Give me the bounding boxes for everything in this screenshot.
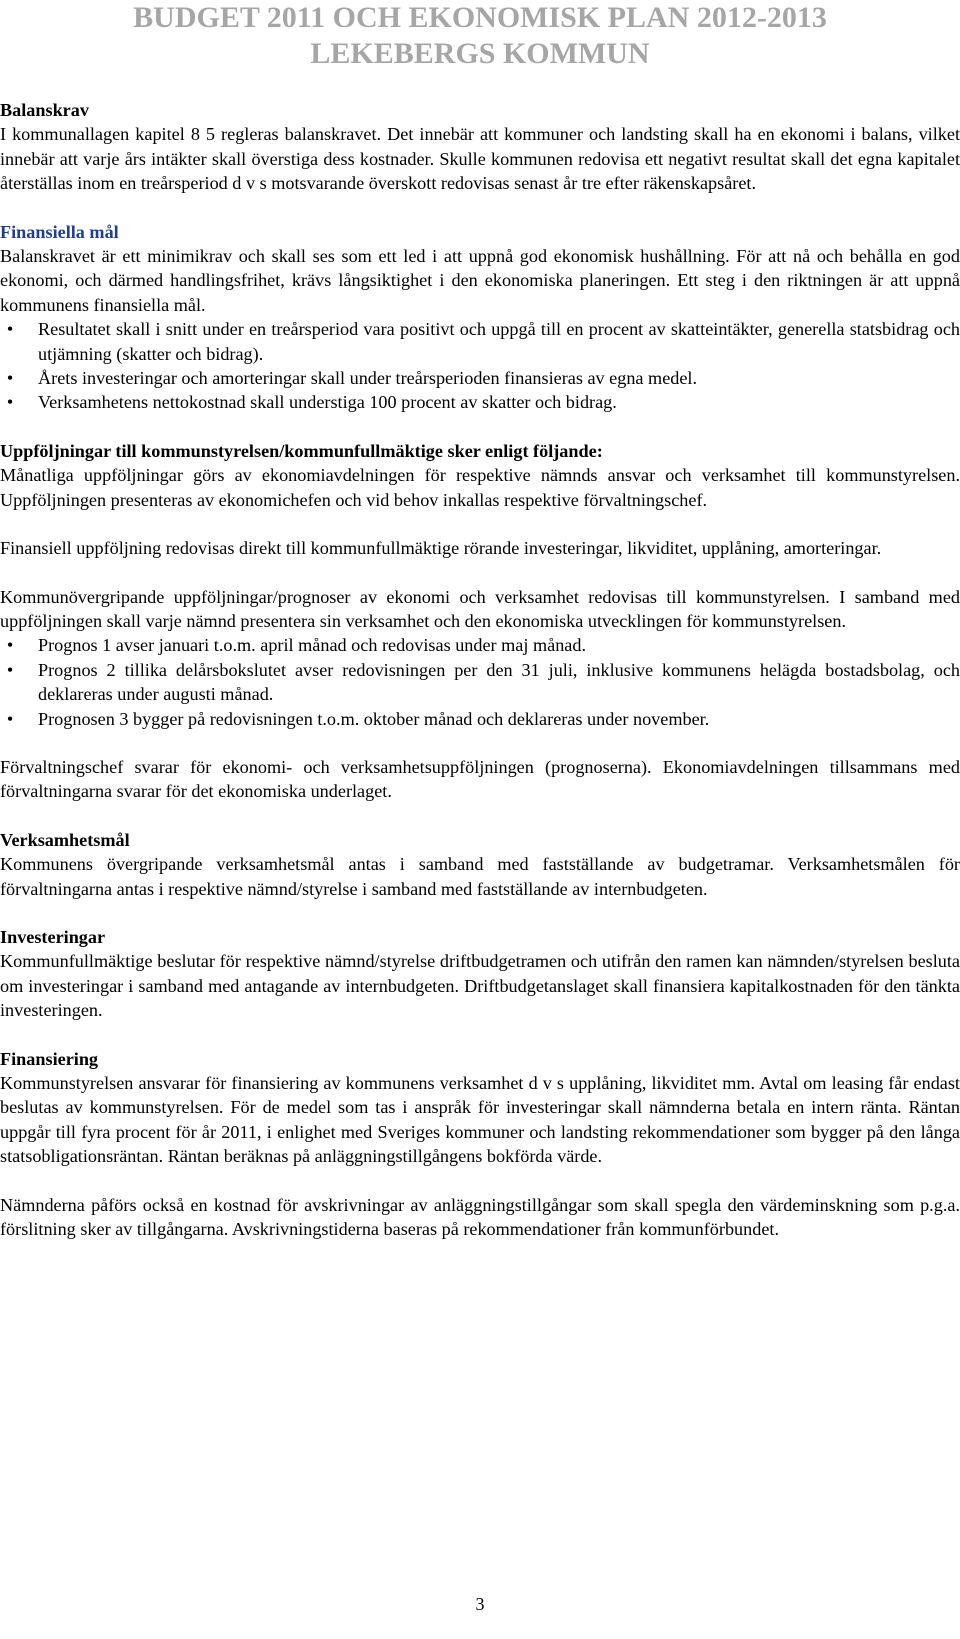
document-body [0,98,960,1241]
list-item: • Prognos 1 avser januari t.o.m. april månad och redovisas under maj månad. [0,633,960,657]
header-title-line-2: LEKEBERGS KOMMUN [310,37,650,70]
bullet-icon: • [6,392,14,413]
section-investeringar [0,925,960,1023]
paragraph-investeringar: Kommunfullmäktige beslutar för respektive nämnd/styrelse driftbudgetramen och utifrån den ramen kan nämnden/styrelsen besluta om investeringar i samband med antagande av internbudgeten. Driftbudgetanslaget skall finansiera kapitalkostnaden för den tänkta investeringen. [0,951,960,1021]
bullet-icon: • [6,708,14,729]
bullet-icon: • [6,659,14,680]
paragraph-verksamhetsmal: Kommunens övergripande verksamhetsmål antas i samband med fastställande av budgetramar. Verksamhetsmålen för förvaltningarna antas i respektive nämnd/styrelse i samband med fastställande av internbudgeten. [0,854,960,899]
paragraph-uppfoljningar-3: Kommunövergripande uppföljningar/prognoser av ekonomi och verksamhet redovisas till kommunstyrelsen. I samband med uppföljningen skall varje nämnd presentera sin verksamhet och den ekonomiska utvecklingen för kommunstyrelsen. [0,586,960,631]
list-item: • Prognos 2 tillika delårsbokslutet avser redovisningen per den 31 juli, inklusive kommunens helägda bostadsbolag, och deklareras under augusti månad. [0,658,960,707]
paragraph-uppfoljningar-1: Månatliga uppföljningar görs av ekonomiavdelningen för respektive nämnds ansvar och verksamhet till kommunstyrelsen. Uppföljningen presenteras av ekonomichefen och vid behov inkallas respektive förvaltningschef. [0,465,960,510]
list-item: • Prognosen 3 bygger på redovisningen t.o.m. oktober månad och deklareras under november. [0,707,960,731]
bullet-list-prognoser [0,633,960,731]
section-finansiella-mal [0,220,960,415]
section-verksamhetsmal [0,828,960,901]
page-number: 3 [475,1594,485,1614]
heading-verksamhetsmal: Verksamhetsmål [0,829,130,850]
heading-uppfoljningar: Uppföljningar till kommunstyrelsen/kommunfullmäktige sker enligt följande: [0,440,603,461]
section-balanskrav [0,98,960,196]
header-title-line-1: BUDGET 2011 OCH EKONOMISK PLAN 2012-2013 [133,1,827,34]
paragraph-finansiering-1: Kommunstyrelsen ansvarar för finansiering av kommunens verksamhet d v s upplåning, likviditet mm. Avtal om leasing får endast beslutas av kommunstyrelsen. För de medel som tas i anspråk för investeringar skall nämnderna betala en intern ränta. Räntan uppgår till fyra procent för år 2011, i enlighet med Sveriges kommuner och landsting rekommendationer som bygger på den långa statsobligationsräntan. Räntan beräknas på anläggningstillgångens bokförda värde. [0,1073,960,1167]
paragraph-uppfoljningar-2: Finansiell uppföljning redovisas direkt till kommunfullmäktige rörande investeringar, likviditet, upplåning, amorteringar. [0,538,882,559]
paragraph-finansiering-2: Nämnderna påförs också en kostnad för avskrivningar av anläggningstillgångar som skall spegla den värdeminskning som p.g.a. förslitning sker av tillgångarna. Avskrivningstiderna baseras på rekommendationer från kommunförbundet. [0,1194,960,1240]
paragraph-finansiella-mal: Balanskravet är ett minimikrav och skall ses som ett led i att uppnå god ekonomisk hushållning. För att nå och behålla en god ekonomi, och därmed handlingsfrihet, krävs långsiktighet i den ekonomiska planeringen. Ett steg i den riktningen är att uppnå kommunens finansiella mål. [0,246,960,315]
paragraph-balanskrav: I kommunallagen kapitel 8 5 regleras balanskravet. Det innebär att kommuner och landsting skall ha en ekonomi i balans, vilket innebär att varje års intäkter skall överstiga dess kostnader. Skulle kommunen redovisa ett negativt resultat skall det egna kapitalet återställas inom en treårsperiod d v s motsvarande överskott redovisas senast år tre efter räkenskapsåret. [0,124,960,194]
list-item: • Årets investeringar och amorteringar skall under treårsperioden finansieras av egna medel. [0,366,960,390]
heading-investeringar: Investeringar [0,926,106,947]
list-item: • Resultatet skall i snitt under en treårsperiod vara positivt och uppgå till en procent av skatteintäkter, generella statsbidrag och utjämning (skatter och bidrag). [0,317,960,366]
bullet-list-finansiella-mal [0,317,960,415]
bullet-icon: • [6,319,14,340]
heading-finansiella-mal: Finansiella mål [0,221,119,242]
bullet-icon: • [6,368,14,389]
paragraph-uppfoljningar-4: Förvaltningschef svarar för ekonomi- och verksamhetsuppföljningen (prognoserna). Ekonomiavdelningen tillsammans med förvaltningarna svarar för det ekonomiska underlaget. [0,756,960,802]
section-uppfoljningar [0,439,960,804]
bullet-icon: • [6,635,14,656]
document-header [0,0,960,72]
list-item: • Verksamhetens nettokostnad skall understiga 100 procent av skatter och bidrag. [0,390,960,414]
heading-balanskrav: Balanskrav [0,100,89,120]
section-finansiering [0,1047,960,1242]
heading-finansiering: Finansiering [0,1048,99,1069]
